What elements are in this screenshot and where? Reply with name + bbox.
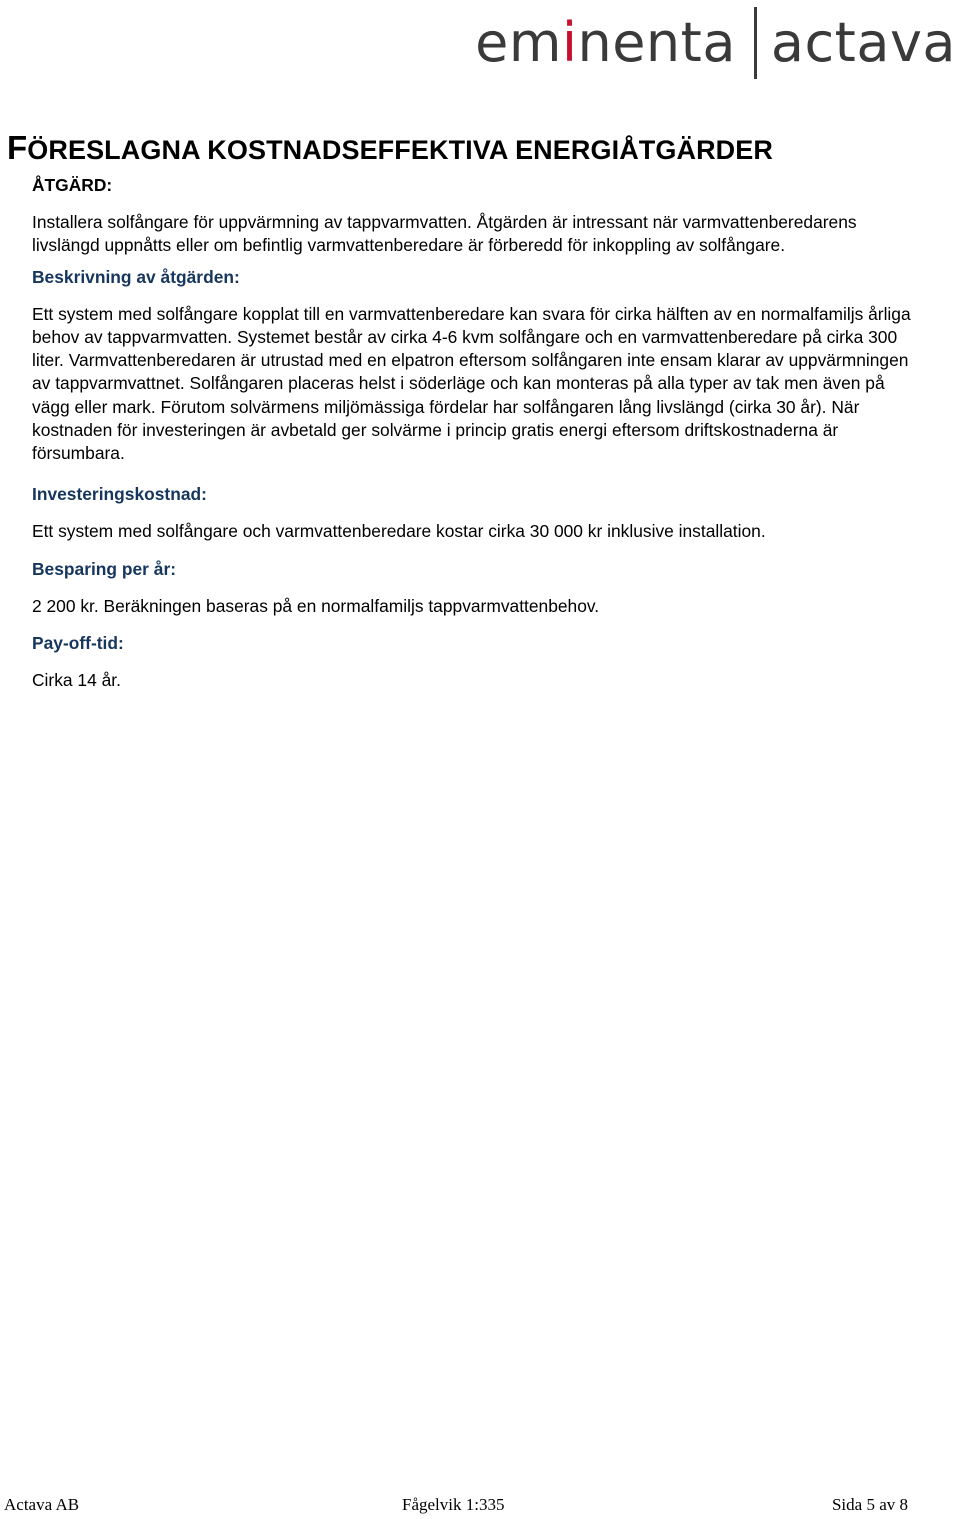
savings-text: 2 200 kr. Beräkningen baseras på en normalfamiljs tappvarmvattenbehov. <box>32 595 600 616</box>
logo-eminenta-part-b: nenta <box>577 11 736 74</box>
description-text: Ett system med solfångare kopplat till en varmvattenberedare kan svara för cirka hälften av en normalfamiljs årliga behov av tappvarmvatten. Systemet består av cirka 4-6 kvm solfångare och en varmvattenberedare på cirka 300 liter. Varmvattenberedaren är utrustad med en elpatron eftersom solfångaren inte ensam klarar av uppvärmningen av tappvarmvattnet. Solfångaren placeras helst i söderläge och kan monteras på alla typer av tak men även på vägg eller mark. Förutom solvärmens miljömässiga fördelar har solfångaren lång livslängd (cirka 30 år). När kostnaden för investeringen är avbetald ger solvärme i princip gratis energi eftersom driftskostnaderna är försumbara. <box>32 303 911 464</box>
logo-eminenta-accent-i: i <box>561 11 578 74</box>
page-title-first-letter: F <box>7 129 28 166</box>
measure-label: ÅTGÄRD: <box>32 175 113 195</box>
investment-text: Ett system med solfångare och varmvattenberedare kostar cirka 30 000 kr inklusive installation. <box>32 521 766 542</box>
page-title <box>7 131 773 167</box>
logo-eminenta-part-a: em <box>475 11 562 74</box>
savings-label: Besparing per år: <box>32 558 176 579</box>
document-body <box>32 174 922 692</box>
logo-divider <box>754 7 757 79</box>
page-footer <box>4 1494 908 1516</box>
company-logo <box>475 6 956 80</box>
logo-eminenta <box>475 11 736 74</box>
payoff-text: Cirka 14 år. <box>32 670 121 691</box>
logo-actava: actava <box>770 11 956 74</box>
page-title-rest: ÖRESLAGNA KOSTNADSEFFEKTIVA ENERGIÅTGÄRDER <box>27 135 773 165</box>
description-label: Beskrivning av åtgärden: <box>32 266 240 287</box>
payoff-label: Pay-off-tid: <box>32 633 124 654</box>
footer-page-number: Sida 5 av 8 <box>831 1495 908 1514</box>
investment-label: Investeringskostnad: <box>32 484 207 505</box>
footer-company: Actava AB <box>4 1495 80 1514</box>
measure-text: Installera solfångare för uppvärmning av tappvarmvatten. Åtgärden är intressant när varmvattenberedarens livslängd uppnåtts eller om befintlig varmvattenberedare är förberedd för inkoppling av solfångare. <box>32 212 857 256</box>
footer-property: Fågelvik 1:335 <box>402 1495 505 1514</box>
